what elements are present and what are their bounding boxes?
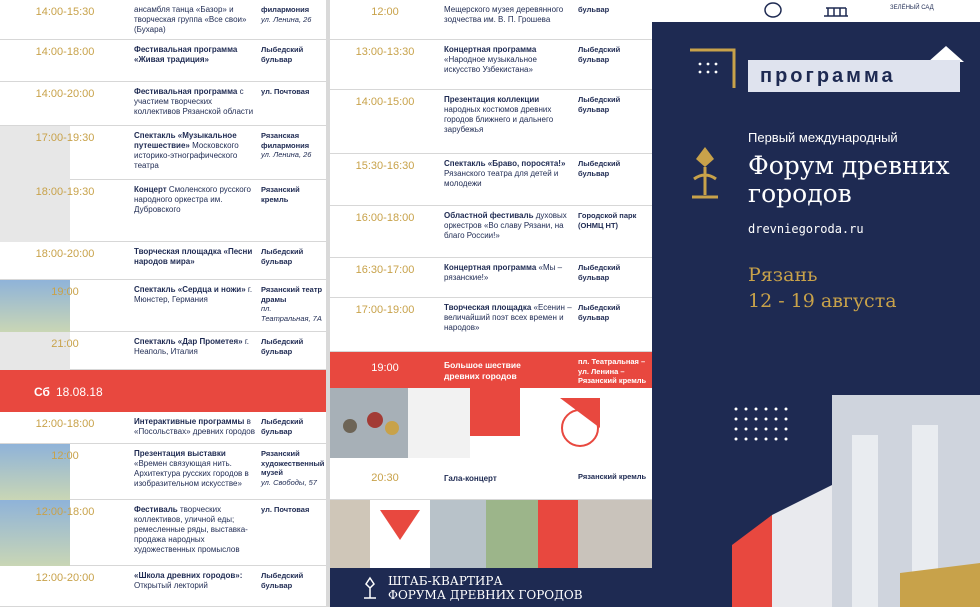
event-title: Творческая площадка (444, 303, 532, 312)
event-title: Презентация выставки (134, 449, 226, 458)
forum-title-line1: Форум древних (748, 151, 950, 180)
event-time: 14:00-20:00 (35, 88, 95, 100)
venue-name: Лыбедский бульвар (261, 571, 304, 590)
zeleny-sad-logo-text: ЗЕЛЁНЫЙ САД (890, 5, 934, 11)
event-time: 14:00-18:00 (35, 46, 95, 58)
photo-strip-tile (430, 500, 486, 568)
event-title: Интерактивные программы (134, 417, 245, 426)
event-time: 16:00-18:00 (355, 212, 415, 224)
tree-emblem-icon (360, 576, 380, 600)
event-time: 17:00-19:30 (35, 132, 95, 144)
column-shape (852, 435, 878, 607)
event-time: 20:30 (371, 472, 399, 484)
venue-name: Городской парк (ОНМЦ НТ) (578, 211, 637, 230)
event-venue (261, 449, 323, 487)
gala-row (330, 458, 652, 500)
event-description (134, 285, 259, 305)
event-details: творческих коллективов, уличной еды; ремесленные ряды, выставка-продажа народных художественных промыслов (134, 505, 248, 554)
event-description (444, 5, 574, 25)
photo-strip (330, 500, 652, 568)
schedule-row (330, 90, 652, 154)
hq-line2: ФОРУМА ДРЕВНИХ ГОРОДОВ (388, 588, 583, 602)
event-description (444, 211, 574, 241)
venue-name: филармония (261, 5, 310, 14)
venue-name: Рязанская филармония (261, 131, 310, 150)
venue-name: Рязанский театр драмы (261, 285, 323, 304)
venue-name: Лыбедский бульвар (261, 337, 304, 356)
event-title: Областной фестиваль (444, 211, 534, 220)
event-venue (261, 505, 323, 515)
forum-title-line2: городов (748, 179, 852, 208)
event-time: 15:30-16:30 (355, 160, 415, 172)
schedule-row (330, 298, 652, 352)
event-details: ансамбля танца «Базор» и творческая группа «Все свои» (Бухара) (134, 5, 247, 34)
event-time: 18:00-20:00 (35, 248, 95, 260)
venue-name: бульвар (578, 5, 610, 14)
venue-address: ул. Свободы, 57 (261, 477, 317, 487)
event-details: Открытый лекторий (134, 581, 208, 590)
schedule-row (0, 82, 326, 126)
event-description (134, 449, 259, 489)
event-title: Фестивальная программа (134, 87, 238, 96)
event-title: Фестиваль (134, 505, 178, 514)
event-venue (578, 303, 650, 322)
white-chevron-shape (772, 485, 832, 607)
logo-strip (652, 0, 980, 22)
venue-name: Лыбедский бульвар (578, 303, 621, 322)
schedule-row (0, 332, 326, 370)
event-venue (261, 131, 323, 160)
tree-emblem-icon (684, 145, 726, 203)
event-details: народных костюмов древних городов ближнего и дальнего зарубежья (444, 105, 554, 134)
event-venue (578, 263, 650, 282)
event-title: Презентация коллекции (444, 95, 540, 104)
photo-strip-tile (486, 500, 538, 568)
venue-name: Лыбедский бульвар (261, 45, 304, 64)
parade-pattern-shape (408, 388, 470, 458)
event-title: Спектакль «Дар Прометея» (134, 337, 243, 346)
venue-name: ул. Почтовая (261, 87, 310, 96)
venue-name: Лыбедский бульвар (578, 45, 621, 64)
event-details: «Времен связующая нить. Архитектура русских городов в изобразительном искусстве» (134, 459, 249, 488)
venue-address: пл. Театральная, 7А (261, 304, 322, 323)
event-time: 12:00 (371, 6, 399, 18)
highlight-event: Большое шествие древних городов (444, 360, 521, 381)
event-description (134, 505, 259, 555)
hq-banner (330, 568, 652, 607)
schedule-row (330, 0, 652, 40)
venue-name: Лыбедский бульвар (261, 417, 304, 436)
event-title: Спектакль «Браво, поросята!» (444, 159, 566, 168)
event-details: в «Посольствах» древних городов (134, 417, 255, 436)
event-venue (578, 45, 650, 64)
event-time: 21:00 (51, 338, 79, 350)
event-time: 14:00-15:00 (355, 96, 415, 108)
date-value: 18.08.18 (56, 385, 103, 399)
hq-line1: ШТАБ-КВАРТИРА (388, 574, 503, 588)
event-details: «Мы – рязанские!» (444, 263, 563, 282)
event-venue (261, 417, 323, 436)
program-label: программа (748, 60, 960, 92)
event-details: Московского историко-этнографического театра (134, 141, 239, 170)
event-venue (261, 247, 323, 266)
event-venue (578, 95, 650, 114)
event-title: Творческая площадка «Песни народов мира» (134, 247, 253, 266)
event-venue (261, 87, 323, 97)
event-details: г. Неаполь, Италия (134, 337, 250, 356)
event-venue (261, 45, 323, 64)
venue-address: ул. Ленина, 26 (261, 14, 312, 24)
event-description (134, 185, 259, 215)
schedule-row (0, 126, 326, 180)
schedule-row (0, 180, 326, 242)
venue-address: ул. Ленина, 26 (261, 150, 312, 159)
event-description (134, 5, 259, 35)
event-venue (578, 211, 650, 230)
event-description (134, 45, 259, 65)
venue-name: ул. Почтовая (261, 505, 310, 514)
date-band (0, 370, 326, 412)
schedule-row (0, 40, 326, 82)
date-day: Сб (34, 385, 50, 399)
venue-name: Лыбедский бульвар (578, 263, 621, 282)
event-title: «Школа древних городов»: (134, 571, 243, 580)
event-title: Спектакль «Сердца и ножи» (134, 285, 246, 294)
event-description (134, 571, 259, 591)
highlight-time: 19:00 (371, 362, 399, 374)
photo-strip-tile (578, 500, 652, 568)
schedule-row (0, 412, 326, 444)
event-details: Рязанского театра для детей и молодежи (444, 169, 559, 188)
event-description (134, 87, 259, 117)
event-time: 19:00 (51, 286, 79, 298)
venue-name: Рязанский художественный музей (261, 449, 325, 477)
parade-graphics (330, 388, 652, 458)
schedule-row (0, 444, 326, 500)
event-time: 12:00-18:00 (35, 418, 95, 430)
event-description (134, 247, 259, 267)
event-title: Концертная программа (444, 263, 537, 272)
event-description (134, 131, 259, 171)
photo-strip-tile (538, 500, 578, 568)
event-details: Мещерского музея деревянного зодчества им. В. П. Грошева (444, 5, 564, 24)
venue-name: Рязанский кремль (261, 185, 300, 204)
schedule-row (0, 242, 326, 280)
event-venue (578, 5, 650, 15)
event-description (444, 303, 574, 333)
event-description (134, 417, 259, 437)
event-venue (261, 285, 323, 323)
highlight-venue: пл. Театральная – ул. Ленина – Рязанский кремль (578, 357, 647, 385)
event-venue (261, 185, 323, 204)
schedule-row (330, 206, 652, 258)
city-name: Рязань (748, 264, 818, 286)
event-venue (261, 337, 323, 356)
schedule-row (330, 258, 652, 298)
event-time: 13:00-13:30 (355, 46, 415, 58)
event-details: «Народное музыкальное искусство Узбекистана» (444, 55, 537, 74)
event-venue: Рязанский кремль (578, 472, 647, 481)
schedule-row (0, 566, 326, 607)
venue-name: Лыбедский бульвар (261, 247, 304, 266)
event-dates: 12 - 19 августа (748, 290, 897, 312)
forum-title (748, 152, 950, 208)
event-time: 12:00 (51, 450, 79, 462)
event-venue (578, 159, 650, 178)
event-time: 18:00-19:30 (35, 186, 95, 198)
event-title: Спектакль «Музыкальное путешествие» (134, 131, 237, 150)
schedule-panel-middle (330, 0, 652, 607)
schedule-row (0, 280, 326, 332)
photo-strip-tile (330, 500, 370, 568)
cover-bottom-artwork (652, 395, 980, 607)
parade-photo-figure (343, 419, 357, 433)
event-time: 16:30-17:00 (355, 264, 415, 276)
venue-name: Лыбедский бульвар (578, 95, 621, 114)
event-time: 14:00-15:30 (35, 6, 95, 18)
dot-grid (735, 408, 788, 441)
event-venue (261, 571, 323, 590)
event-description (444, 159, 574, 189)
event-description (444, 95, 574, 135)
schedule-row (330, 154, 652, 206)
venue-name: Лыбедский бульвар (578, 159, 621, 178)
event-details: «Есенин – величайший поэт всех времен и народов» (444, 303, 572, 332)
event-details: духовых оркестров «Во славу Рязани, на благо России!» (444, 211, 567, 240)
event-details: Смоленского русского народного оркестра им. Дубровского (134, 185, 251, 214)
event-time: 12:00-18:00 (35, 506, 95, 518)
city-dates (748, 262, 897, 314)
highlight-row (330, 352, 652, 388)
event-title: Гала-концерт (444, 474, 497, 483)
event-title: Концерт (134, 185, 167, 194)
event-details: с участием творческих коллективов Рязанской области (134, 87, 254, 116)
forum-subtitle: Первый международный (748, 130, 898, 145)
event-description (134, 337, 259, 357)
event-time: 17:00-19:00 (355, 304, 415, 316)
parade-pattern-shape (470, 388, 520, 436)
cover-corner-ornament (684, 44, 740, 94)
event-details: г. Мюнстер, Германия (134, 285, 253, 304)
event-time: 12:00-20:00 (35, 572, 95, 584)
event-title: Концертная программа (444, 45, 537, 54)
museum-logo-icon (822, 2, 850, 18)
schedule-row (330, 40, 652, 90)
schedule-row (0, 0, 326, 40)
coat-of-arms-icon (762, 2, 784, 18)
event-title: Фестивальная программа «Живая традиция» (134, 45, 238, 64)
event-description (444, 45, 574, 75)
red-chevron-shape (732, 515, 772, 607)
event-description (444, 263, 574, 283)
schedule-panel-left (0, 0, 326, 607)
schedule-row (0, 500, 326, 566)
event-venue (261, 5, 323, 24)
website-link[interactable]: drevniegoroda.ru (748, 222, 864, 236)
cover-panel (652, 0, 980, 607)
parade-photo-figure (367, 412, 383, 428)
parade-photo-figure (385, 421, 399, 435)
